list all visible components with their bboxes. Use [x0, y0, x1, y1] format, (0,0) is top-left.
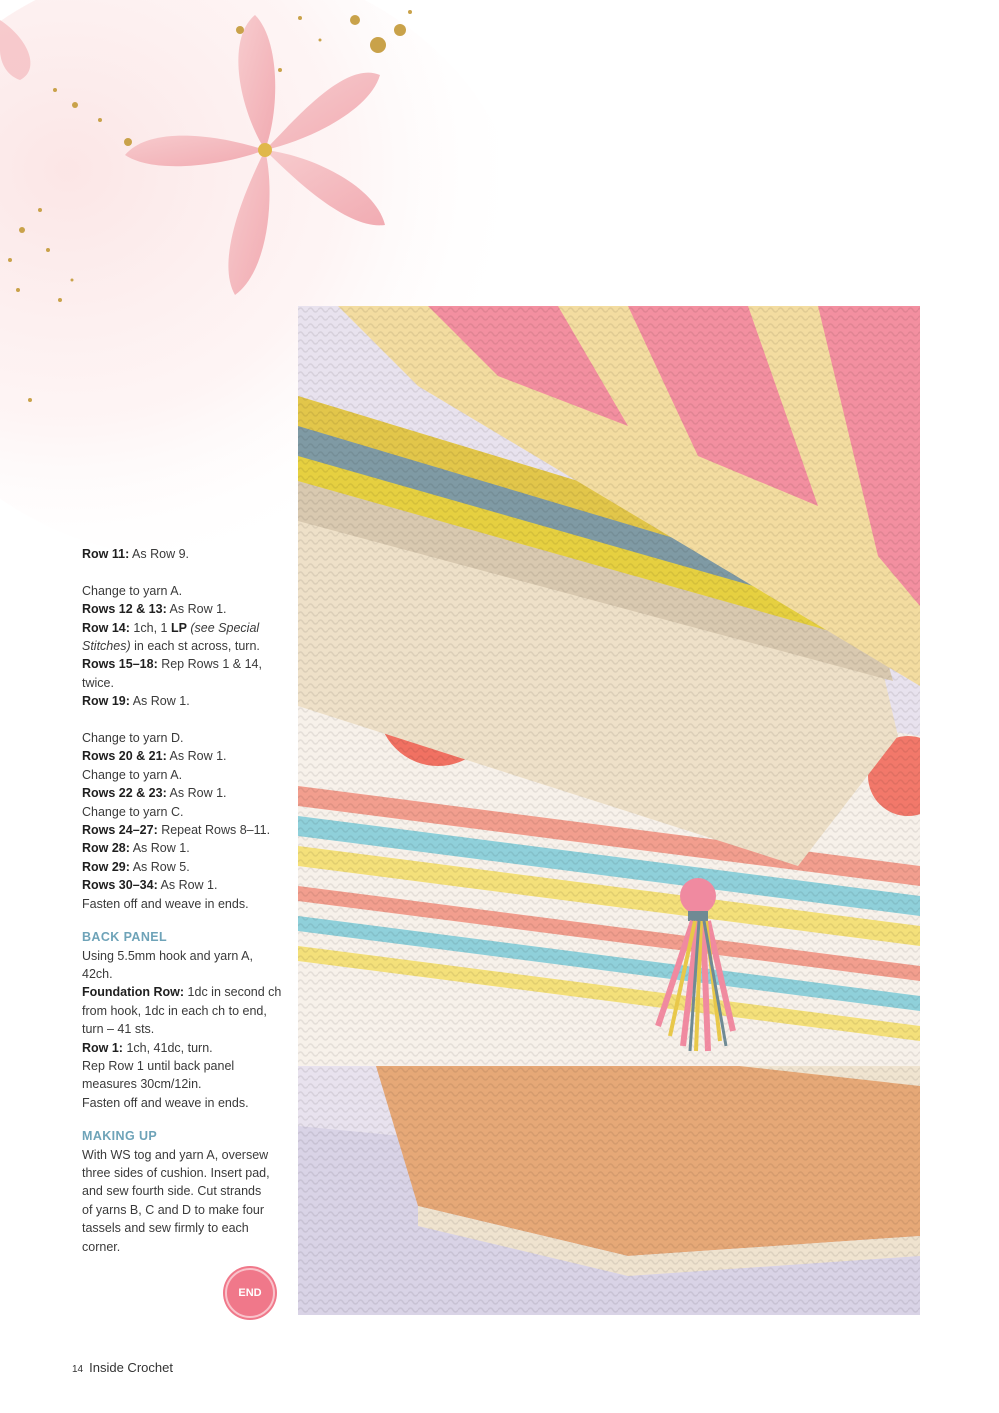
row-label: Row 29:: [82, 859, 130, 874]
pattern-line: [82, 582, 282, 600]
row-text: As Row 1.: [129, 694, 190, 709]
row-label: Row 28:: [82, 841, 130, 856]
magazine-name: Inside Crochet: [89, 1360, 173, 1375]
row-text: As Row 1.: [129, 841, 190, 856]
row-text: 1dc in second ch from hook, 1dc in each ch to end, turn – 41 sts.: [82, 985, 282, 1037]
page-number: 14: [72, 1364, 84, 1375]
pattern-line: [82, 947, 282, 984]
page-footer: [72, 1360, 173, 1375]
row-label: Row 11:: [82, 547, 130, 561]
row-text: Fasten off and weave in ends.: [82, 896, 249, 911]
row-text: As Row 1.: [166, 749, 227, 764]
row-label: Row 1:: [82, 1040, 123, 1055]
row-label: Row 14:: [82, 620, 130, 635]
making-up-text: With WS tog and yarn A, oversew three sides of cushion. Insert pad, and sew fourth side. Cut strands of yarns B, C and D to make four tassels and sew firmly to each corner.: [82, 1147, 270, 1254]
crochet-cushions-illustration: [298, 306, 920, 1315]
pattern-line: [82, 803, 282, 821]
stitch-abbrev: LP: [170, 620, 187, 635]
pattern-line: [82, 600, 282, 618]
row-label: Rows 20 & 21:: [82, 749, 167, 764]
crochet-cushions-photo: [298, 306, 920, 1315]
row-text: Change to yarn C.: [82, 804, 184, 819]
row-text: Rep Rows 1 & 14, twice.: [82, 657, 262, 690]
row-text: 1ch, 41dc, turn.: [122, 1040, 213, 1055]
row-text: As Row 1.: [166, 786, 227, 801]
row-text: Change to yarn A.: [82, 767, 183, 782]
row-text: in each st across, turn.: [130, 639, 260, 654]
pattern-line: [82, 655, 282, 692]
row-text: 1ch, 1: [129, 620, 171, 635]
pattern-line: [82, 1057, 282, 1094]
pattern-line: [82, 766, 282, 784]
pattern-line: [82, 858, 282, 876]
pattern-line: [82, 839, 282, 857]
row-text: As Row 5.: [129, 859, 190, 874]
pattern-line: [82, 747, 282, 765]
pattern-line: [82, 983, 282, 1038]
making-up-heading: MAKING UP: [82, 1129, 158, 1144]
row-text: Fasten off and weave in ends.: [82, 1095, 249, 1110]
pattern-line: [82, 1094, 282, 1112]
pattern-line: [82, 821, 282, 839]
pattern-line: [82, 729, 282, 747]
row-text: Change to yarn A.: [82, 583, 183, 598]
spacer: [82, 711, 282, 729]
spacer: [82, 563, 282, 581]
spacer: [82, 913, 282, 928]
row-label: Rows 30–34:: [82, 878, 158, 893]
pattern-line: [82, 619, 282, 656]
row-label: Rows 24–27:: [82, 823, 158, 838]
stitch-reference: (see Special Stitches): [82, 620, 260, 654]
pattern-line: [82, 784, 282, 802]
pattern-line: [82, 876, 282, 894]
back-panel-heading: BACK PANEL: [82, 930, 168, 945]
row-text: As Row 1.: [157, 878, 218, 893]
row-label: Row 19:: [82, 694, 130, 709]
pattern-line: [82, 545, 282, 563]
pattern-instructions: [82, 545, 282, 1256]
row-text: As Row 9.: [129, 547, 189, 561]
end-badge: END: [225, 1268, 275, 1318]
row-text: Using 5.5mm hook and yarn A, 42ch.: [82, 948, 253, 981]
row-text: Rep Row 1 until back panel measures 30cm/12in.: [82, 1058, 235, 1092]
spacer: [82, 1112, 282, 1127]
row-text: As Row 1.: [166, 602, 227, 617]
row-label: Rows 12 & 13:: [82, 602, 167, 617]
row-label: Foundation Row:: [82, 985, 185, 1000]
row-label: Rows 22 & 23:: [82, 786, 167, 801]
row-label: Rows 15–18:: [82, 657, 158, 672]
row-text: Repeat Rows 8–11.: [157, 823, 271, 838]
pattern-line: [82, 692, 282, 710]
row-text: Change to yarn D.: [82, 731, 184, 746]
pattern-line: [82, 895, 282, 913]
pattern-line: [82, 1039, 282, 1057]
